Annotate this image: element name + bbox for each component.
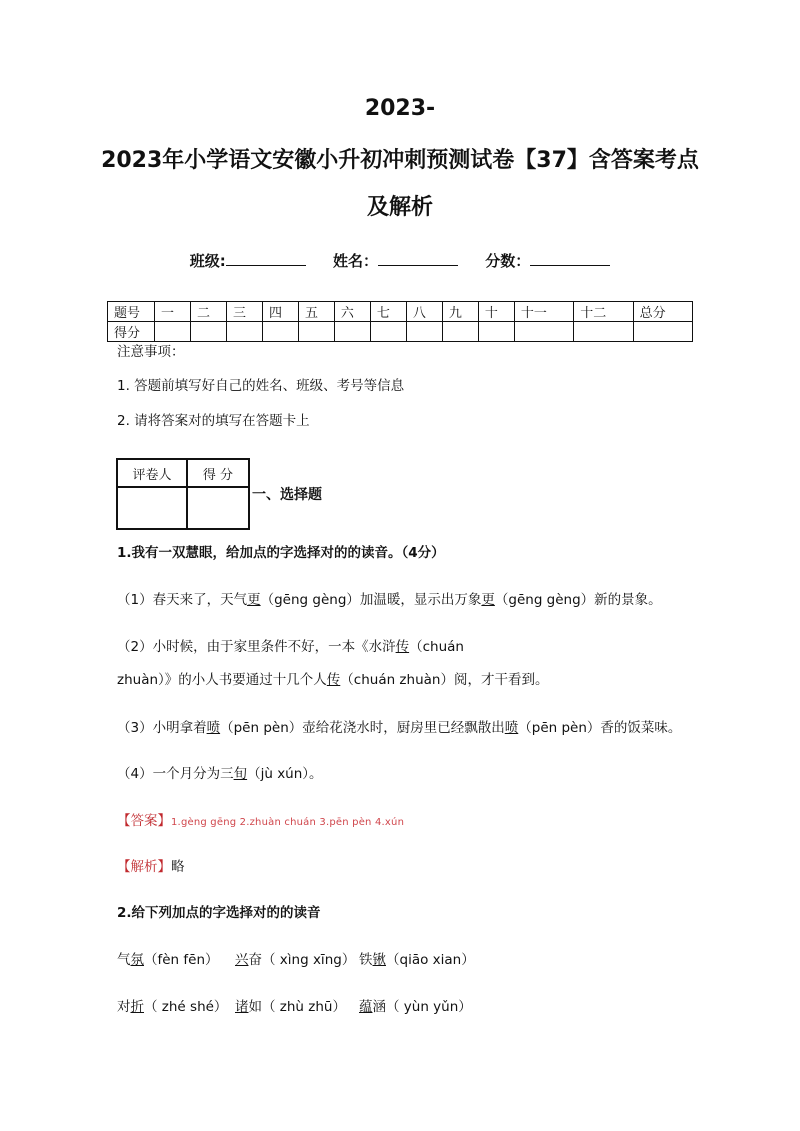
score-input-cell[interactable] (370, 322, 406, 342)
q1-p3-dotted-char-2: 喷 (504, 720, 519, 736)
score-header-cell: 七 (370, 302, 406, 322)
q2-item-pinyin: （fèn fēn） (144, 952, 219, 968)
score-header-cell: 五 (298, 302, 334, 322)
q1-p3-text-e: （pēn pèn）香的饭菜味。 (518, 720, 682, 736)
notes-item-2: 2. 请将答案对的填写在答题卡上 (117, 413, 310, 429)
score-header-cell: 八 (406, 302, 442, 322)
score-input-cell[interactable] (262, 322, 298, 342)
score-input-cell[interactable] (334, 322, 370, 342)
q1-part-2b (117, 671, 548, 689)
q1-p2a-text-c: （chuán (409, 639, 464, 655)
q1-part-2a (117, 638, 464, 656)
q1-analysis (117, 858, 185, 876)
q1-part-4 (117, 765, 323, 783)
title-line-1: 2023- (364, 96, 436, 121)
q2-item (359, 952, 475, 968)
title-line-3: 及解析 (366, 195, 433, 220)
score-input-cell[interactable] (406, 322, 442, 342)
q1-stem (117, 544, 445, 562)
score-table (107, 301, 693, 342)
q1-p3-text-c: （pēn pèn）壶给花浇水时，厨房里已经飘散出 (220, 720, 505, 736)
q1-p3-dotted-char-1: 喷 (206, 720, 221, 736)
score-input-cell[interactable] (155, 322, 191, 342)
q1-p2b-text-a: zhuàn）》的小人书要通过十几个人 (117, 672, 327, 688)
score-header-cell: 六 (334, 302, 370, 322)
q2-stem (117, 904, 321, 922)
class-blank (226, 251, 306, 266)
q2-item-char: 锹 (372, 952, 386, 968)
q2-item-char: 蕴 (359, 999, 373, 1015)
q2-row-2 (117, 998, 472, 1016)
q2-item-pinyin: （ zhé shé） (144, 999, 228, 1015)
q1-p1-text-e: （gēng gèng）新的景象。 (494, 592, 662, 608)
q1-p4-text-a: （4）一个月分为三 (117, 766, 234, 782)
q2-item-post: 奋 (248, 952, 262, 968)
score-input-cell[interactable] (442, 322, 478, 342)
q1-stem-text: 1.我有一双慧眼，给加点的字选择对的的读音。（4分） (117, 545, 445, 561)
score-header-cell: 题号 (108, 302, 155, 322)
q2-stem-text: 2.给下列加点的字选择对的的读音 (117, 905, 321, 921)
notes-item-1: 1. 答题前填写好自己的姓名、班级、考号等信息 (117, 378, 405, 394)
q1-p2-dotted-char-1: 传 (395, 639, 410, 655)
q2-item-pre: 铁 (359, 952, 373, 968)
student-info-row (0, 250, 800, 271)
q2-item (359, 999, 472, 1015)
q1-p1-dotted-char-1: 更 (247, 592, 261, 608)
q1-part-3 (117, 719, 681, 737)
score-input-cell[interactable] (226, 322, 262, 342)
q2-item (235, 951, 359, 969)
q1-p1-text-c: （gēng gèng）加温暖，显示出万象 (260, 592, 482, 608)
score-blank (530, 251, 610, 266)
name-label: 姓名： (332, 252, 378, 270)
notes-heading: 注意事项： (117, 344, 185, 360)
name-blank (378, 251, 458, 266)
analysis-text: 略 (171, 859, 185, 875)
q2-item-char: 诸 (235, 999, 249, 1015)
q2-row-1 (117, 951, 475, 969)
score-header-cell: 一 (155, 302, 191, 322)
q2-item-pinyin: （ zhù zhū） (262, 999, 346, 1015)
class-label: 班级: (189, 252, 226, 270)
q2-item-pinyin: （ yùn yǔn） (386, 999, 472, 1015)
score-header-cell: 十一 (514, 302, 573, 322)
score-input-cell[interactable] (190, 322, 226, 342)
q1-p2a-text-a: （2）小时候，由于家里条件不好，一本《水浒 (117, 639, 396, 655)
q1-part-1 (117, 591, 662, 609)
score-input-cell[interactable] (514, 322, 573, 342)
reviewer-table (116, 458, 250, 530)
answer-label: 【答案】 (117, 813, 171, 829)
score-header-cell: 三 (226, 302, 262, 322)
title-line-2: 2023年小学语文安徽小升初冲刺预测试卷【37】含答案考点 (101, 148, 699, 173)
score-table-score-row (108, 322, 693, 342)
q2-item (235, 998, 359, 1016)
q1-p4-text-c: （jù xún）。 (247, 766, 323, 782)
q2-item-char: 兴 (235, 952, 249, 968)
score-label: 分数： (485, 252, 531, 270)
score-table-header-row (108, 302, 693, 322)
score-header-cell: 总分 (633, 302, 692, 322)
q2-item-char: 氛 (130, 952, 144, 968)
score-header-cell: 九 (442, 302, 478, 322)
reviewer-name-cell[interactable] (117, 487, 187, 529)
score-header-cell: 十二 (574, 302, 633, 322)
q1-p3-text-a: （3）小明拿着 (117, 720, 207, 736)
q2-item-post: 如 (248, 999, 262, 1015)
score-header-cell: 二 (190, 302, 226, 322)
score-input-cell[interactable] (574, 322, 633, 342)
q2-item-char: 折 (130, 999, 144, 1015)
score-input-cell[interactable] (298, 322, 334, 342)
score-header-cell: 四 (262, 302, 298, 322)
q2-item-post: 涵 (372, 999, 386, 1015)
reviewer-label: 评卷人 (117, 459, 187, 487)
q2-item-pre: 气 (117, 952, 131, 968)
q1-p4-dotted-char: 旬 (233, 766, 248, 782)
score-header-cell: 十 (478, 302, 514, 322)
q2-item (117, 998, 235, 1016)
score-row-label: 得分 (108, 322, 155, 342)
reviewer-score-label: 得 分 (187, 459, 249, 487)
q1-p1-dotted-char-2: 更 (481, 592, 495, 608)
q1-answer (117, 812, 404, 832)
analysis-label: 【解析】 (117, 859, 171, 875)
answer-text: 1.gèng gēng 2.zhuàn chuán 3.pēn pèn 4.xún (171, 817, 405, 828)
q1-p2-dotted-char-2: 传 (326, 672, 341, 688)
score-input-cell[interactable] (478, 322, 514, 342)
q2-item-pre: 对 (117, 999, 131, 1015)
q1-p2b-text-c: （chuán zhuàn）阅，才干看到。 (340, 672, 549, 688)
q2-item-pinyin: （qiāo xian） (386, 952, 475, 968)
q2-item (117, 951, 235, 969)
score-input-cell[interactable] (633, 322, 692, 342)
q2-item-pinyin: （ xìng xīng） (262, 952, 356, 968)
reviewer-score-cell[interactable] (187, 487, 249, 529)
section-1-title: 一、选择题 (252, 487, 322, 503)
q1-p1-text-a: （1）春天来了，天气 (117, 592, 248, 608)
